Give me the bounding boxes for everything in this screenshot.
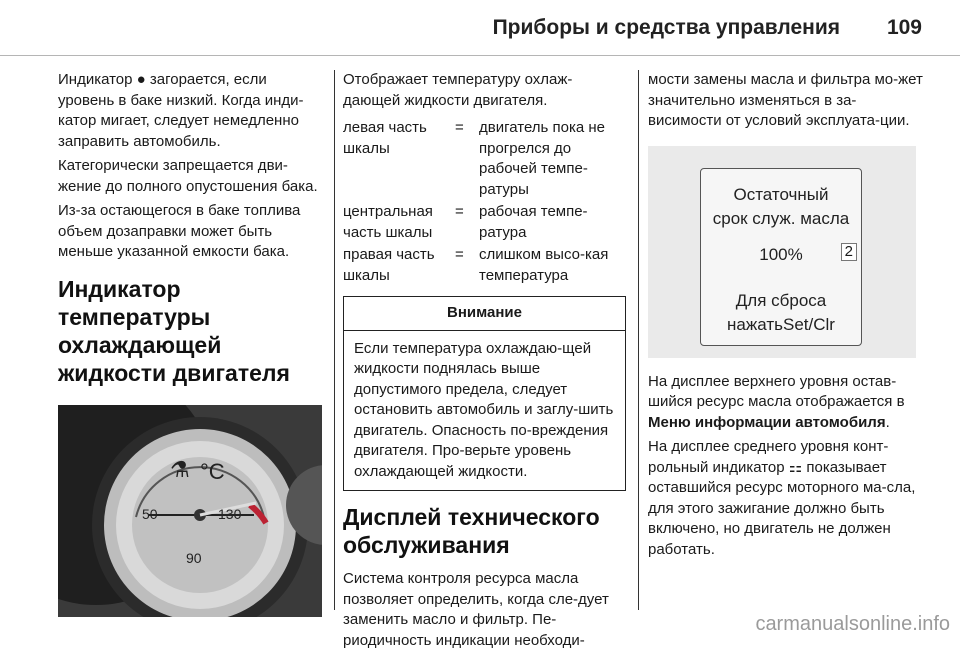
range-equals: = (455, 246, 464, 263)
page-number: 109 (886, 16, 922, 39)
range-meaning: слишком высо-кая температура (479, 246, 609, 284)
gauge-range-table (343, 118, 626, 286)
oil-interval-paragraph: мости замены масла и фильтра мо-жет значительно изменяться в за-висимости от условий эксплуата-ции. (648, 71, 923, 129)
svg-text:⚗: ⚗ (170, 456, 190, 482)
oil-life-paragraph: Система контроля ресурса масла позволяет определить, когда сле-дует заменить масло и фильтр. Пе-риодичность индикации необходи- (343, 570, 609, 649)
lcd-page-indicator: 2 (841, 243, 857, 261)
upper-display-text: На дисплее верхнего уровня остав-шийся ресурс масла отображается в (648, 372, 905, 410)
range-part: правая часть шкалы (343, 246, 435, 284)
oil-life-display-image (648, 146, 916, 358)
column-middle (343, 70, 626, 655)
column-left (58, 70, 323, 617)
column-divider-1 (334, 70, 335, 610)
range-equals: = (455, 203, 464, 220)
header-divider (0, 55, 960, 56)
service-display-heading: Дисплей технического обслуживания (343, 504, 600, 558)
coolant-gauge-image (58, 405, 322, 617)
coolant-section-heading: Индикатор температуры охлаждающей жидкости двигателя (58, 275, 290, 386)
caution-box (343, 296, 626, 491)
lcd-screen (700, 168, 862, 346)
column-divider-2 (638, 70, 639, 610)
coolant-gauge-illustration (58, 405, 322, 617)
lcd-line-reset: Для сброса (735, 290, 827, 310)
range-meaning: двигатель пока не прогрелся до рабочей темпе-ратуры (479, 119, 606, 198)
column-right (648, 70, 923, 564)
watermark: carmanualsonline.info (755, 613, 950, 635)
lcd-percent: 100% (759, 244, 803, 264)
page-title: Приборы и средства управления (492, 16, 840, 39)
vehicle-info-menu-ref: Меню информации автомобиля (648, 413, 886, 431)
caution-text: Если температура охлаждаю-щей жидкости поднялась выше допустимого предела, следует остановить автомобиль и заглу-шить двигатель. Опасность по-вреждения двигателя. Про-верьте уровень охлаждающей жидкости. (354, 339, 614, 480)
mid-display-paragraph: На дисплее среднего уровня конт-рольный индикатор ⚏ показывает оставшийся ресурс моторного ма-сла, для этого зажигание должно быть включено, но двигатель не должен работать. (648, 438, 916, 558)
fuel-capacity-paragraph: Из-за остающегося в баке топлива объем дозаправки может быть меньше указанной емкости бака. (58, 202, 301, 260)
range-meaning: рабочая темпе-ратура (479, 203, 588, 241)
lcd-line-remaining: Остаточный (733, 184, 829, 204)
upper-display-end: . (885, 413, 890, 431)
page-header (0, 0, 960, 58)
range-part: левая часть шкалы (343, 119, 427, 157)
range-row (343, 245, 626, 286)
fuel-indicator-paragraph: Индикатор ● загорается, если уровень в баке низкий. Когда инди-катор мигает, следует немедленно заправить автомобиль. (58, 71, 304, 150)
fuel-warning-paragraph: Категорически запрещается дви-жение до полного опустошения бака. (58, 157, 318, 195)
gauge-tick-50: 50 (142, 505, 158, 522)
range-row (343, 202, 626, 243)
range-part: центральная часть шкалы (343, 203, 433, 241)
gauge-tick-90: 90 (186, 549, 202, 566)
caution-title: Внимание (344, 297, 625, 331)
upper-display-paragraph (648, 372, 923, 434)
gauge-unit-label: °C (200, 458, 225, 484)
range-row (343, 118, 626, 200)
range-equals: = (455, 119, 464, 136)
lcd-line-oil-life: срок служ. масла (712, 208, 850, 228)
coolant-intro: Отображает температуру охлаж-дающей жидкости двигателя. (343, 71, 573, 109)
gauge-tick-130: 130 (218, 505, 242, 522)
lcd-line-set-clr: нажатьSet/Clr (727, 314, 835, 334)
